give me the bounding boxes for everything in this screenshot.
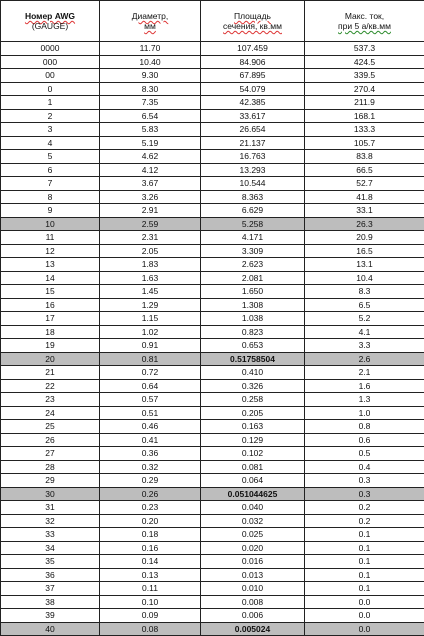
table-row — [1, 163, 424, 177]
cell-current: 16.5 — [305, 244, 424, 258]
cell-area: 33.617 — [201, 109, 305, 123]
header-awg — [1, 1, 100, 42]
cell-awg: 000 — [1, 55, 100, 69]
cell-current: 0.3 — [305, 487, 424, 501]
table-row — [1, 217, 424, 231]
cell-awg: 30 — [1, 487, 100, 501]
table-row — [1, 379, 424, 393]
cell-current: 1.6 — [305, 379, 424, 393]
table-row — [1, 514, 424, 528]
cell-current: 270.4 — [305, 82, 424, 96]
cell-area: 0.205 — [201, 406, 305, 420]
cell-area: 107.459 — [201, 42, 305, 56]
cell-current: 0.6 — [305, 433, 424, 447]
table-row — [1, 271, 424, 285]
cell-diameter: 7.35 — [100, 96, 201, 110]
cell-awg: 32 — [1, 514, 100, 528]
cell-current: 537.3 — [305, 42, 424, 56]
cell-area: 0.010 — [201, 582, 305, 596]
cell-current: 105.7 — [305, 136, 424, 150]
table-body — [1, 42, 424, 636]
cell-awg: 37 — [1, 582, 100, 596]
cell-area: 13.293 — [201, 163, 305, 177]
cell-area: 1.038 — [201, 312, 305, 326]
cell-current: 2.6 — [305, 352, 424, 366]
cell-diameter: 0.11 — [100, 582, 201, 596]
header-area — [201, 1, 305, 42]
cell-area: 67.895 — [201, 69, 305, 83]
table-row — [1, 352, 424, 366]
cell-area: 1.308 — [201, 298, 305, 312]
cell-area: 0.326 — [201, 379, 305, 393]
header-diameter — [100, 1, 201, 42]
cell-awg: 35 — [1, 555, 100, 569]
cell-area: 0.016 — [201, 555, 305, 569]
table-row — [1, 298, 424, 312]
cell-area: 2.081 — [201, 271, 305, 285]
cell-area: 0.129 — [201, 433, 305, 447]
cell-current: 83.8 — [305, 150, 424, 164]
cell-diameter: 2.91 — [100, 204, 201, 218]
cell-awg: 4 — [1, 136, 100, 150]
table-row — [1, 393, 424, 407]
cell-area: 16.763 — [201, 150, 305, 164]
cell-current: 66.5 — [305, 163, 424, 177]
cell-awg: 34 — [1, 541, 100, 555]
table-row — [1, 312, 424, 326]
table-row — [1, 244, 424, 258]
cell-awg: 00 — [1, 69, 100, 83]
cell-current: 0.3 — [305, 474, 424, 488]
cell-diameter: 0.23 — [100, 501, 201, 515]
cell-awg: 7 — [1, 177, 100, 191]
table-row — [1, 82, 424, 96]
cell-current: 2.1 — [305, 366, 424, 380]
cell-area: 1.650 — [201, 285, 305, 299]
cell-diameter: 3.26 — [100, 190, 201, 204]
cell-awg: 25 — [1, 420, 100, 434]
cell-area: 0.032 — [201, 514, 305, 528]
cell-current: 0.5 — [305, 447, 424, 461]
cell-area: 0.051044625 — [201, 487, 305, 501]
cell-area: 0.163 — [201, 420, 305, 434]
cell-diameter: 0.18 — [100, 528, 201, 542]
header-awg-subtitle: (GAUGE) — [1, 21, 99, 31]
cell-current: 0.4 — [305, 460, 424, 474]
header-area-unit: сечения, кв.мм — [201, 21, 304, 31]
cell-awg: 3 — [1, 123, 100, 137]
cell-diameter: 8.30 — [100, 82, 201, 96]
cell-diameter: 6.54 — [100, 109, 201, 123]
cell-current: 52.7 — [305, 177, 424, 191]
cell-diameter: 5.19 — [100, 136, 201, 150]
cell-awg: 39 — [1, 609, 100, 623]
cell-current: 0.0 — [305, 622, 424, 636]
cell-diameter: 0.46 — [100, 420, 201, 434]
cell-area: 3.309 — [201, 244, 305, 258]
cell-area: 0.064 — [201, 474, 305, 488]
header-row — [1, 1, 424, 42]
cell-diameter: 9.30 — [100, 69, 201, 83]
cell-current: 10.4 — [305, 271, 424, 285]
cell-diameter: 0.57 — [100, 393, 201, 407]
cell-area: 2.623 — [201, 258, 305, 272]
table-row — [1, 622, 424, 636]
table-row — [1, 177, 424, 191]
cell-area: 4.171 — [201, 231, 305, 245]
cell-diameter: 0.64 — [100, 379, 201, 393]
cell-awg: 15 — [1, 285, 100, 299]
table-row — [1, 474, 424, 488]
cell-area: 6.629 — [201, 204, 305, 218]
cell-diameter: 0.13 — [100, 568, 201, 582]
cell-diameter: 0.72 — [100, 366, 201, 380]
table-row — [1, 69, 424, 83]
table-row — [1, 406, 424, 420]
table-row — [1, 460, 424, 474]
cell-diameter: 0.20 — [100, 514, 201, 528]
cell-current: 168.1 — [305, 109, 424, 123]
table-row — [1, 582, 424, 596]
cell-awg: 5 — [1, 150, 100, 164]
cell-area: 0.020 — [201, 541, 305, 555]
cell-current: 5.2 — [305, 312, 424, 326]
cell-awg: 14 — [1, 271, 100, 285]
cell-current: 0.0 — [305, 609, 424, 623]
cell-area: 0.823 — [201, 325, 305, 339]
cell-awg: 2 — [1, 109, 100, 123]
table-row — [1, 285, 424, 299]
cell-awg: 20 — [1, 352, 100, 366]
cell-awg: 38 — [1, 595, 100, 609]
table-row — [1, 55, 424, 69]
cell-awg: 16 — [1, 298, 100, 312]
cell-current: 0.1 — [305, 528, 424, 542]
cell-awg: 11 — [1, 231, 100, 245]
cell-current: 8.3 — [305, 285, 424, 299]
cell-area: 0.258 — [201, 393, 305, 407]
cell-current: 13.1 — [305, 258, 424, 272]
cell-awg: 22 — [1, 379, 100, 393]
cell-current: 41.8 — [305, 190, 424, 204]
table-row — [1, 339, 424, 353]
cell-awg: 10 — [1, 217, 100, 231]
table-row — [1, 204, 424, 218]
table-row — [1, 501, 424, 515]
cell-diameter: 2.59 — [100, 217, 201, 231]
cell-current: 26.3 — [305, 217, 424, 231]
cell-awg: 6 — [1, 163, 100, 177]
cell-area: 0.653 — [201, 339, 305, 353]
table-row — [1, 366, 424, 380]
cell-area: 0.410 — [201, 366, 305, 380]
table-row — [1, 595, 424, 609]
cell-diameter: 0.81 — [100, 352, 201, 366]
cell-awg: 19 — [1, 339, 100, 353]
table-row — [1, 136, 424, 150]
cell-area: 84.906 — [201, 55, 305, 69]
table-row — [1, 609, 424, 623]
cell-area: 0.51758504 — [201, 352, 305, 366]
cell-current: 339.5 — [305, 69, 424, 83]
cell-awg: 28 — [1, 460, 100, 474]
cell-diameter: 3.67 — [100, 177, 201, 191]
table-row — [1, 42, 424, 56]
cell-diameter: 1.29 — [100, 298, 201, 312]
cell-current: 0.1 — [305, 541, 424, 555]
cell-current: 0.1 — [305, 568, 424, 582]
cell-awg: 31 — [1, 501, 100, 515]
cell-awg: 29 — [1, 474, 100, 488]
cell-diameter: 0.26 — [100, 487, 201, 501]
table-row — [1, 231, 424, 245]
cell-diameter: 0.91 — [100, 339, 201, 353]
cell-area: 5.258 — [201, 217, 305, 231]
table-row — [1, 420, 424, 434]
cell-diameter: 0.29 — [100, 474, 201, 488]
cell-current: 6.5 — [305, 298, 424, 312]
cell-diameter: 1.02 — [100, 325, 201, 339]
cell-diameter: 0.10 — [100, 595, 201, 609]
table-row — [1, 487, 424, 501]
cell-diameter: 10.40 — [100, 55, 201, 69]
header-current-title: Макс. ток, — [305, 11, 424, 21]
cell-diameter: 2.31 — [100, 231, 201, 245]
cell-area: 42.385 — [201, 96, 305, 110]
cell-diameter: 1.83 — [100, 258, 201, 272]
cell-area: 0.013 — [201, 568, 305, 582]
cell-diameter: 11.70 — [100, 42, 201, 56]
cell-awg: 17 — [1, 312, 100, 326]
cell-diameter: 5.83 — [100, 123, 201, 137]
header-area-title: Площадь — [201, 11, 304, 21]
table-row — [1, 96, 424, 110]
cell-area: 21.137 — [201, 136, 305, 150]
table-row — [1, 528, 424, 542]
cell-area: 54.079 — [201, 82, 305, 96]
table-row — [1, 190, 424, 204]
cell-current: 211.9 — [305, 96, 424, 110]
header-diameter-title: Диаметр, — [100, 11, 200, 21]
cell-awg: 18 — [1, 325, 100, 339]
cell-diameter: 1.15 — [100, 312, 201, 326]
table-row — [1, 150, 424, 164]
cell-current: 0.2 — [305, 514, 424, 528]
cell-awg: 8 — [1, 190, 100, 204]
cell-area: 0.005024 — [201, 622, 305, 636]
cell-awg: 27 — [1, 447, 100, 461]
cell-current: 0.1 — [305, 555, 424, 569]
table-row — [1, 325, 424, 339]
cell-awg: 1 — [1, 96, 100, 110]
cell-diameter: 0.32 — [100, 460, 201, 474]
cell-current: 1.3 — [305, 393, 424, 407]
header-awg-title: Номер AWG — [1, 11, 99, 21]
cell-diameter: 0.08 — [100, 622, 201, 636]
cell-awg: 9 — [1, 204, 100, 218]
cell-current: 133.3 — [305, 123, 424, 137]
cell-current: 424.5 — [305, 55, 424, 69]
cell-current: 0.0 — [305, 595, 424, 609]
cell-current: 3.3 — [305, 339, 424, 353]
cell-awg: 0 — [1, 82, 100, 96]
cell-awg: 26 — [1, 433, 100, 447]
cell-diameter: 0.36 — [100, 447, 201, 461]
cell-diameter: 0.14 — [100, 555, 201, 569]
cell-diameter: 0.51 — [100, 406, 201, 420]
cell-area: 26.654 — [201, 123, 305, 137]
cell-awg: 12 — [1, 244, 100, 258]
cell-diameter: 2.05 — [100, 244, 201, 258]
header-current-unit: при 5 а/кв.мм — [305, 21, 424, 31]
header-diameter-unit: мм — [100, 21, 200, 31]
cell-awg: 23 — [1, 393, 100, 407]
table-row — [1, 447, 424, 461]
cell-diameter: 0.09 — [100, 609, 201, 623]
cell-area: 8.363 — [201, 190, 305, 204]
cell-current: 33.1 — [305, 204, 424, 218]
cell-area: 10.544 — [201, 177, 305, 191]
cell-awg: 24 — [1, 406, 100, 420]
cell-current: 4.1 — [305, 325, 424, 339]
table-row — [1, 568, 424, 582]
cell-current: 20.9 — [305, 231, 424, 245]
cell-diameter: 1.45 — [100, 285, 201, 299]
cell-awg: 13 — [1, 258, 100, 272]
cell-diameter: 4.62 — [100, 150, 201, 164]
cell-current: 0.1 — [305, 582, 424, 596]
cell-awg: 21 — [1, 366, 100, 380]
cell-awg: 36 — [1, 568, 100, 582]
cell-diameter: 0.41 — [100, 433, 201, 447]
cell-awg: 40 — [1, 622, 100, 636]
table-row — [1, 258, 424, 272]
table-row — [1, 123, 424, 137]
cell-diameter: 0.16 — [100, 541, 201, 555]
cell-current: 0.2 — [305, 501, 424, 515]
cell-current: 1.0 — [305, 406, 424, 420]
cell-awg: 33 — [1, 528, 100, 542]
cell-diameter: 1.63 — [100, 271, 201, 285]
cell-area: 0.102 — [201, 447, 305, 461]
header-current — [305, 1, 424, 42]
cell-area: 0.081 — [201, 460, 305, 474]
cell-awg: 0000 — [1, 42, 100, 56]
table-row — [1, 109, 424, 123]
cell-area: 0.008 — [201, 595, 305, 609]
cell-diameter: 4.12 — [100, 163, 201, 177]
table-row — [1, 555, 424, 569]
cell-current: 0.8 — [305, 420, 424, 434]
cell-area: 0.006 — [201, 609, 305, 623]
cell-area: 0.025 — [201, 528, 305, 542]
table-row — [1, 541, 424, 555]
table-row — [1, 433, 424, 447]
cell-area: 0.040 — [201, 501, 305, 515]
